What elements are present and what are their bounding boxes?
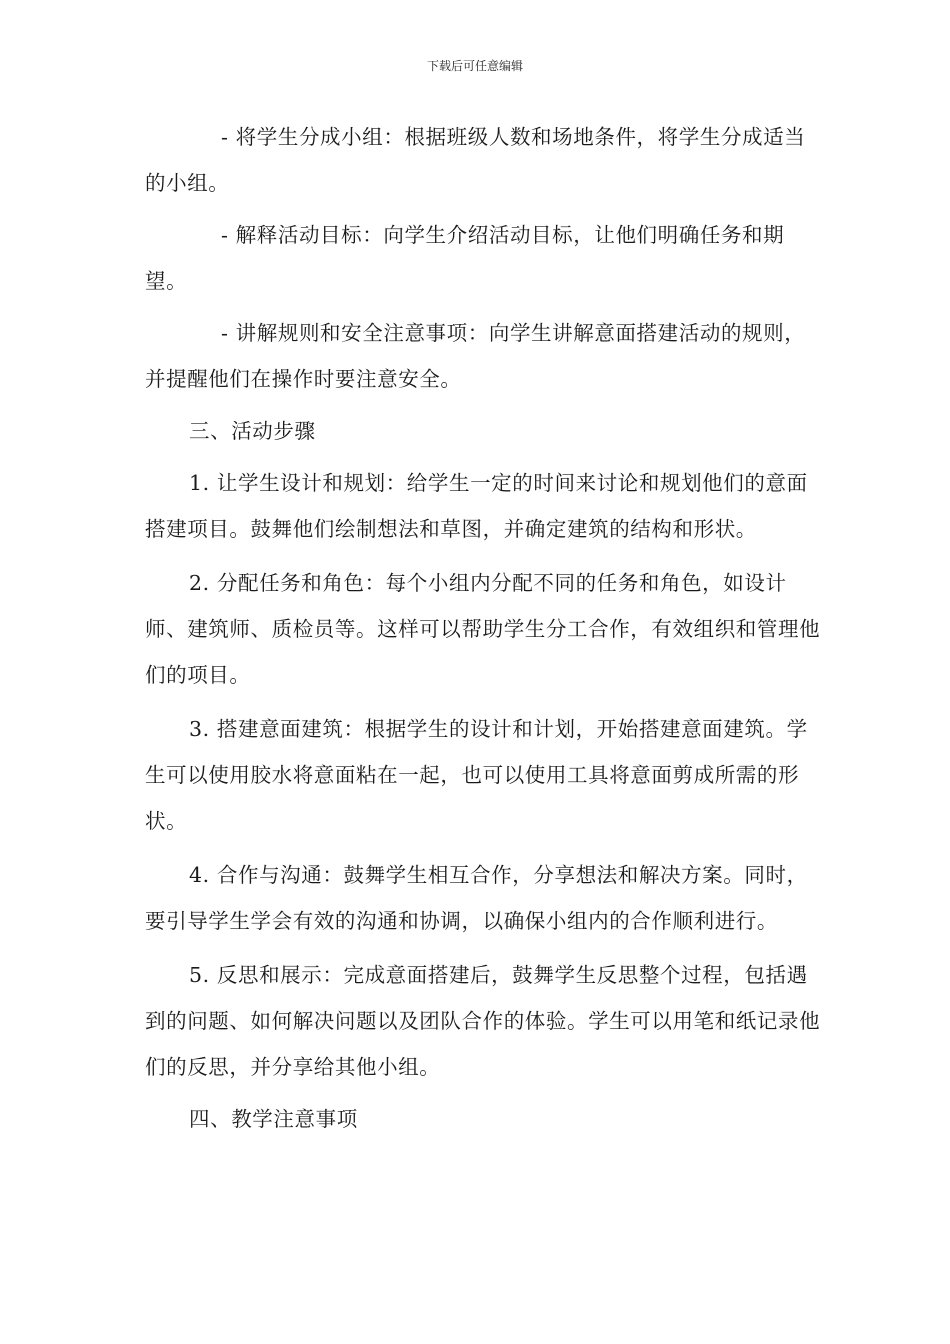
step-1-design-plan: 1. 让学生设计和规划：给学生一定的时间来讨论和规划他们的意面搭建项目。鼓舞他们绘制想法和草图，并确定建筑的结构和形状。	[145, 471, 808, 541]
step-2-assign-roles: 2. 分配任务和角色：每个小组内分配不同的任务和角色，如设计师、建筑师、质检员等。这样可以帮助学生分工合作，有效组织和管理他们的项目。	[145, 571, 821, 687]
bullet-group-students: - 将学生分成小组：根据班级人数和场地条件，将学生分成适当的小组。	[145, 125, 806, 195]
step-3-build: 3. 搭建意面建筑：根据学生的设计和计划，开始搭建意面建筑。学生可以使用胶水将意面粘在一起，也可以使用工具将意面剪成所需的形状。	[145, 717, 808, 833]
bullet-explain-goals: - 解释活动目标：向学生介绍活动目标，让他们明确任务和期望。	[145, 223, 785, 293]
step-5-reflect: 5. 反思和展示：完成意面搭建后，鼓舞学生反思整个过程，包括遇到的问题、如何解决问题以及团队合作的体验。学生可以用笔和纸记录他们的反思，并分享给其他小组。	[145, 963, 821, 1079]
section-heading-steps: 三、活动步骤	[189, 419, 316, 443]
page-header: 下载后可任意编辑	[426, 59, 523, 73]
section-heading-notes: 四、教学注意事项	[189, 1107, 358, 1131]
step-4-cooperate: 4. 合作与沟通：鼓舞学生相互合作，分享想法和解决方案。同时，要引导学生学会有效的沟通和协调，以确保小组内的合作顺利进行。	[145, 863, 808, 933]
document-body	[145, 114, 825, 1142]
bullet-rules-safety: - 讲解规则和安全注意事项：向学生讲解意面搭建活动的规则，并提醒他们在操作时要注意安全。	[145, 321, 806, 391]
